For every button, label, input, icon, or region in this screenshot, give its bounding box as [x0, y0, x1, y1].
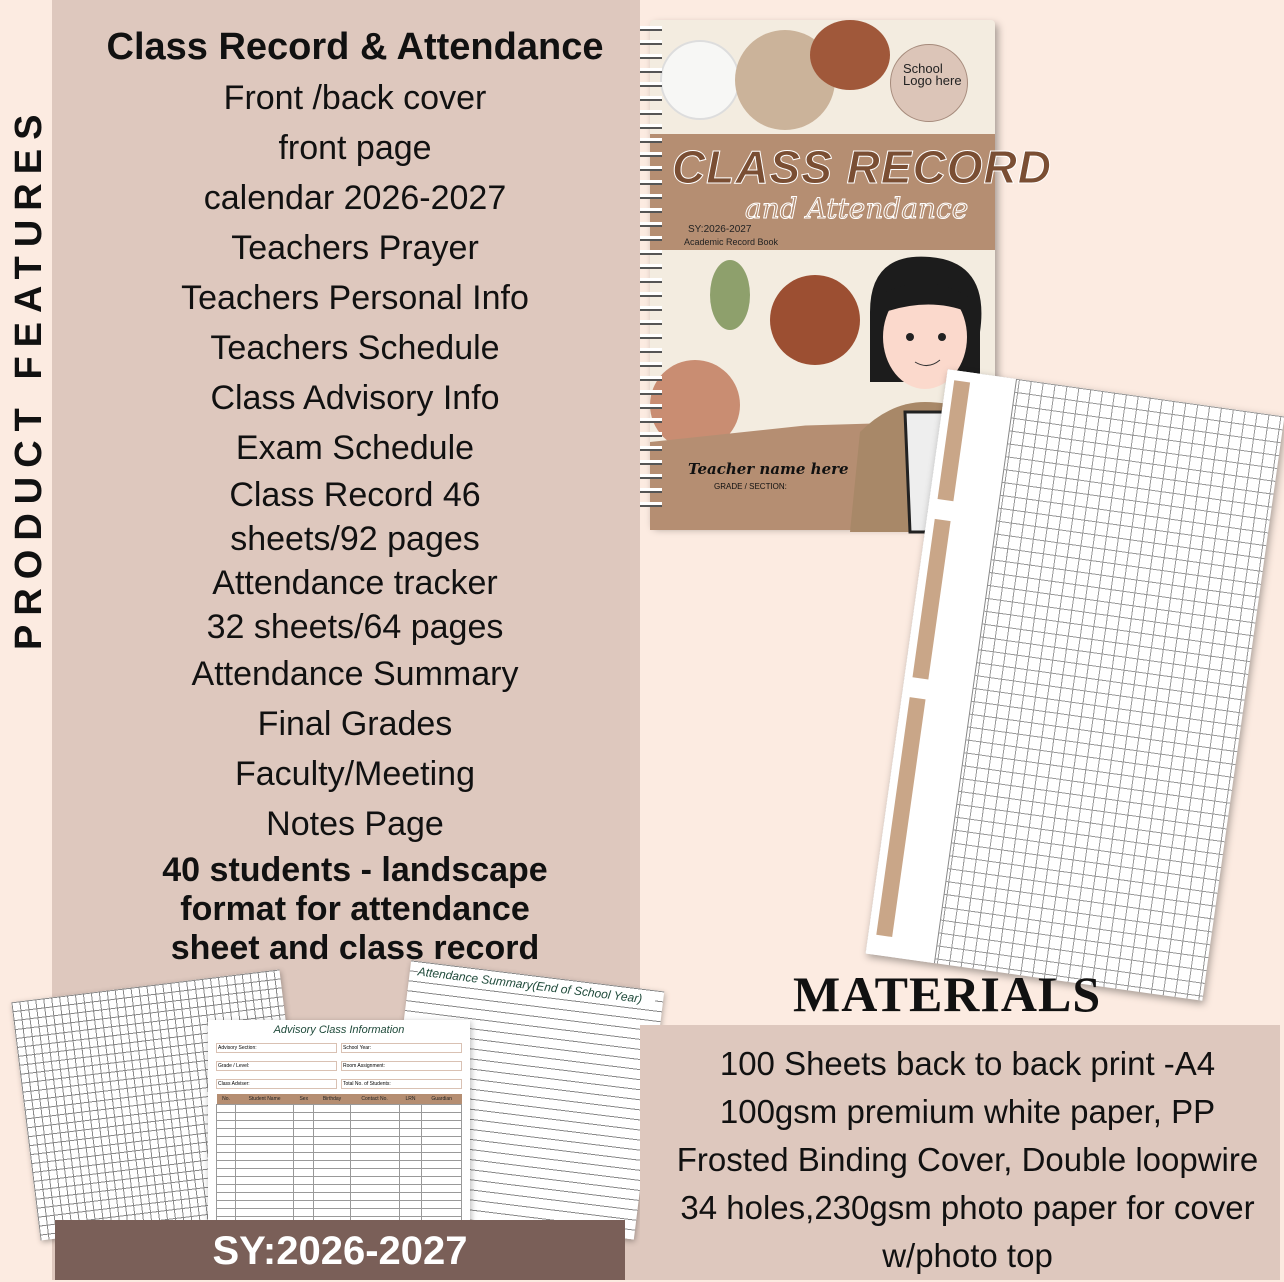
column-header: Birthday	[314, 1094, 350, 1105]
header-field	[876, 697, 925, 937]
advisory-field: Room Assignment:	[341, 1061, 462, 1071]
materials-line: Frosted Binding Cover, Double loopwire	[676, 1141, 1259, 1178]
feature-item: Class Advisory Info	[210, 379, 500, 417]
feature-item: front page	[278, 129, 432, 167]
column-header: Student Name	[236, 1094, 294, 1105]
advisory-class-page	[208, 1020, 470, 1230]
teacher-name-placeholder: Teacher name here	[688, 460, 849, 478]
spiral-binding	[640, 26, 662, 516]
column-header: Sex	[294, 1094, 314, 1105]
advisory-field: Grade / Level:	[216, 1061, 337, 1071]
attendance-summary-title: Attendance Summary(End of School Year)	[417, 964, 656, 1007]
flower-illustration	[660, 40, 740, 120]
feature-item: Exam Schedule	[235, 429, 475, 467]
column-header: Contact No.	[350, 1094, 399, 1105]
feature-highlight: 40 students - landscape format for attendance sheet and class record	[162, 851, 548, 967]
cover-school-year: SY:2026-2027	[688, 224, 752, 235]
flower-illustration	[810, 20, 890, 90]
header-field	[912, 519, 950, 680]
side-label: PRODUCT FEATURES	[8, 105, 50, 650]
feature-item: Teachers Prayer	[231, 229, 479, 267]
school-year-banner: SY:2026-2027	[55, 1220, 625, 1280]
materials-line: 100 Sheets back to back print -A4	[719, 1045, 1216, 1082]
materials-line: 100gsm premium white paper, PP	[719, 1093, 1216, 1130]
advisory-field: Advisory Section:	[216, 1043, 337, 1053]
features-title: Class Record & Attendance	[106, 26, 604, 68]
cover-title: CLASS RECORD	[672, 141, 1053, 193]
school-logo-placeholder: School Logo here	[890, 44, 968, 122]
feature-item: calendar 2026-2027	[203, 179, 507, 217]
column-header: LRN	[399, 1094, 422, 1105]
feature-item: Notes Page	[266, 805, 444, 843]
materials-title: MATERIALS	[793, 966, 1102, 1022]
materials-line: w/photo top	[882, 1237, 1053, 1274]
grade-section-label: GRADE / SECTION:	[714, 482, 787, 491]
feature-item: Teachers Personal Info	[181, 279, 529, 317]
feature-item: Teachers Schedule	[210, 329, 500, 367]
column-header: No.	[217, 1094, 236, 1105]
materials-line: 34 holes,230gsm photo paper for cover	[680, 1189, 1255, 1226]
feature-item: Attendance Summary	[191, 655, 519, 693]
advisory-field: School Year:	[341, 1043, 462, 1053]
leaf-illustration	[710, 260, 750, 330]
advisory-title: Advisory Class Information	[273, 1024, 405, 1036]
cover-subtitle: and Attendance	[745, 192, 969, 225]
feature-item: Attendance tracker 32 sheets/64 pages	[206, 564, 504, 646]
advisory-table	[216, 1094, 462, 1225]
materials-list	[655, 1040, 1280, 1280]
cover-book-label: Academic Record Book	[684, 237, 779, 247]
feature-item: Final Grades	[257, 705, 453, 743]
feature-item: Faculty/Meeting	[235, 755, 475, 793]
column-header: Guardian	[422, 1094, 462, 1105]
advisory-field: Total No. of Students:	[341, 1079, 462, 1089]
advisory-field: Class Adviser:	[216, 1079, 337, 1089]
feature-item: Class Record 46 sheets/92 pages	[229, 476, 481, 558]
features-list	[60, 26, 650, 968]
feature-item: Front /back cover	[223, 79, 487, 117]
